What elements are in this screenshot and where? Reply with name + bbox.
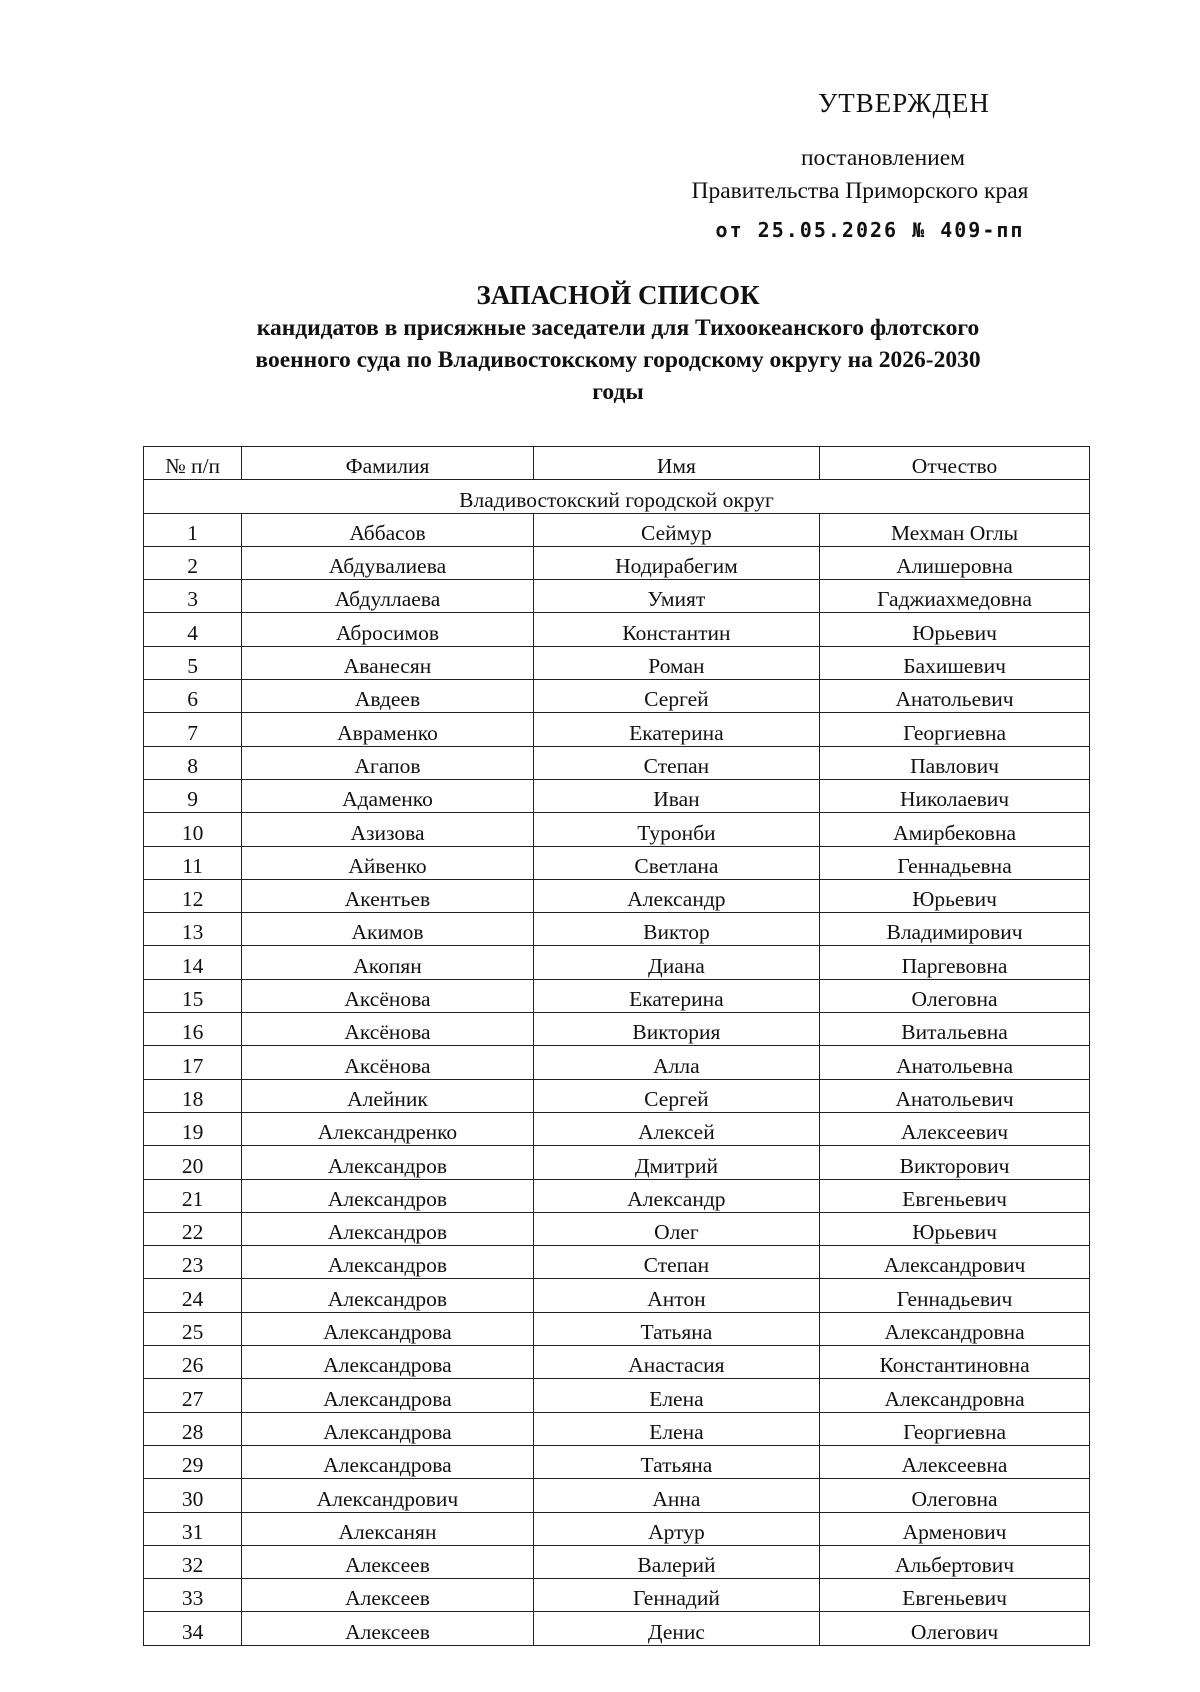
- patronymic-cell: Юрьевич: [820, 879, 1090, 912]
- name-cell: Виктор: [533, 913, 819, 946]
- name-cell: Олег: [533, 1212, 819, 1245]
- surname-cell: Аксёнова: [242, 1013, 534, 1046]
- name-cell: Артур: [533, 1512, 819, 1545]
- table-row: [144, 846, 1090, 879]
- row-number: 28: [144, 1412, 242, 1445]
- row-number: 26: [144, 1346, 242, 1379]
- row-number: 13: [144, 913, 242, 946]
- section-label: Владивостокский городской округ: [144, 480, 1090, 513]
- patronymic-cell: Евгеньевич: [820, 1179, 1090, 1212]
- surname-cell: Абросимов: [242, 613, 534, 646]
- row-number: 12: [144, 879, 242, 912]
- name-cell: Валерий: [533, 1545, 819, 1578]
- surname-cell: Айвенко: [242, 846, 534, 879]
- patronymic-cell: Геннадьевич: [820, 1279, 1090, 1312]
- patronymic-cell: Алексеевич: [820, 1112, 1090, 1145]
- surname-cell: Абдуллаева: [242, 580, 534, 613]
- candidates-table: [143, 446, 1090, 1646]
- row-number: 6: [144, 680, 242, 713]
- table-row: [144, 1112, 1090, 1145]
- row-number: 3: [144, 580, 242, 613]
- row-number: 20: [144, 1146, 242, 1179]
- row-number: 9: [144, 779, 242, 812]
- name-cell: Туронби: [533, 813, 819, 846]
- name-cell: Степан: [533, 746, 819, 779]
- patronymic-cell: Евгеньевич: [820, 1579, 1090, 1612]
- name-cell: Алексей: [533, 1112, 819, 1145]
- name-cell: Александр: [533, 1179, 819, 1212]
- table-row: [144, 1346, 1090, 1379]
- surname-cell: Авраменко: [242, 713, 534, 746]
- row-number: 8: [144, 746, 242, 779]
- name-cell: Анастасия: [533, 1346, 819, 1379]
- surname-cell: Акопян: [242, 946, 534, 979]
- patronymic-cell: Викторович: [820, 1146, 1090, 1179]
- table-row: [144, 613, 1090, 646]
- name-cell: Роман: [533, 646, 819, 679]
- surname-cell: Аксёнова: [242, 1046, 534, 1079]
- table-row: [144, 646, 1090, 679]
- surname-cell: Александрова: [242, 1346, 534, 1379]
- name-cell: Елена: [533, 1379, 819, 1412]
- name-cell: Алла: [533, 1046, 819, 1079]
- document-title-block: [0, 278, 1200, 408]
- surname-cell: Авдеев: [242, 680, 534, 713]
- table-row: [144, 680, 1090, 713]
- name-cell: Нодирабегим: [533, 546, 819, 579]
- patronymic-cell: Мехман Оглы: [820, 513, 1090, 546]
- table-row: [144, 1246, 1090, 1279]
- table-row: [144, 779, 1090, 812]
- surname-cell: Александров: [242, 1146, 534, 1179]
- name-cell: Дмитрий: [533, 1146, 819, 1179]
- row-number: 19: [144, 1112, 242, 1145]
- table-row: [144, 1412, 1090, 1445]
- table-row: [144, 1379, 1090, 1412]
- row-number: 17: [144, 1046, 242, 1079]
- patronymic-cell: Олегович: [820, 1612, 1090, 1645]
- surname-cell: Адаменко: [242, 779, 534, 812]
- patronymic-cell: Владимирович: [820, 913, 1090, 946]
- surname-cell: Александров: [242, 1246, 534, 1279]
- row-number: 7: [144, 713, 242, 746]
- name-cell: Иван: [533, 779, 819, 812]
- row-number: 22: [144, 1212, 242, 1245]
- surname-cell: Александрова: [242, 1312, 534, 1345]
- table-row: [144, 513, 1090, 546]
- name-cell: Татьяна: [533, 1445, 819, 1478]
- row-number: 24: [144, 1279, 242, 1312]
- table-row: [144, 713, 1090, 746]
- table-row: [144, 1445, 1090, 1478]
- row-number: 33: [144, 1579, 242, 1612]
- table-row: [144, 879, 1090, 912]
- name-cell: Светлана: [533, 846, 819, 879]
- patronymic-cell: Бахишевич: [820, 646, 1090, 679]
- table-row: [144, 1212, 1090, 1245]
- name-cell: Сергей: [533, 1079, 819, 1112]
- approval-line-date-number: от 25.05.2026 № 409-пп: [715, 218, 1025, 242]
- row-number: 23: [144, 1246, 242, 1279]
- row-number: 18: [144, 1079, 242, 1112]
- approval-line-resolution: постановлением: [800, 145, 966, 171]
- patronymic-cell: Константиновна: [820, 1346, 1090, 1379]
- approved-heading: УТВЕРЖДЕН: [818, 88, 990, 118]
- row-number: 1: [144, 513, 242, 546]
- name-cell: Диана: [533, 946, 819, 979]
- name-cell: Анна: [533, 1479, 819, 1512]
- table-section-row: [144, 480, 1090, 513]
- name-cell: Денис: [533, 1612, 819, 1645]
- patronymic-cell: Витальевна: [820, 1013, 1090, 1046]
- table-row: [144, 1179, 1090, 1212]
- row-number: 21: [144, 1179, 242, 1212]
- patronymic-cell: Паргевовна: [820, 946, 1090, 979]
- patronymic-cell: Алексеевна: [820, 1445, 1090, 1478]
- table-body: [144, 513, 1090, 1645]
- patronymic-cell: Анатольевич: [820, 1079, 1090, 1112]
- table-row: [144, 1579, 1090, 1612]
- patronymic-cell: Арменович: [820, 1512, 1090, 1545]
- surname-cell: Абдувалиева: [242, 546, 534, 579]
- table-row: [144, 1512, 1090, 1545]
- name-cell: Геннадий: [533, 1579, 819, 1612]
- name-cell: Виктория: [533, 1013, 819, 1046]
- patronymic-cell: Геннадьевна: [820, 846, 1090, 879]
- table-row: [144, 1013, 1090, 1046]
- patronymic-cell: Павлович: [820, 746, 1090, 779]
- surname-cell: Алексеев: [242, 1579, 534, 1612]
- patronymic-cell: Анатольевич: [820, 680, 1090, 713]
- name-cell: Антон: [533, 1279, 819, 1312]
- patronymic-cell: Алишеровна: [820, 546, 1090, 579]
- patronymic-cell: Олеговна: [820, 979, 1090, 1012]
- name-cell: Сергей: [533, 680, 819, 713]
- surname-cell: Аббасов: [242, 513, 534, 546]
- name-cell: Умият: [533, 580, 819, 613]
- approval-line-government: Правительства Приморского края: [691, 178, 1029, 204]
- document-title: ЗАПАСНОЙ СПИСОК: [476, 280, 760, 310]
- row-number: 31: [144, 1512, 242, 1545]
- row-number: 4: [144, 613, 242, 646]
- table-row: [144, 1079, 1090, 1112]
- patronymic-cell: Юрьевич: [820, 1212, 1090, 1245]
- name-cell: Екатерина: [533, 713, 819, 746]
- table-row: [144, 580, 1090, 613]
- row-number: 34: [144, 1612, 242, 1645]
- patronymic-cell: Анатольевна: [820, 1046, 1090, 1079]
- row-number: 2: [144, 546, 242, 579]
- name-cell: Елена: [533, 1412, 819, 1445]
- patronymic-cell: Георгиевна: [820, 1412, 1090, 1445]
- patronymic-cell: Николаевич: [820, 779, 1090, 812]
- surname-cell: Александров: [242, 1279, 534, 1312]
- patronymic-cell: Юрьевич: [820, 613, 1090, 646]
- header-surname: Фамилия: [242, 447, 534, 480]
- table-row: [144, 813, 1090, 846]
- surname-cell: Алексанян: [242, 1512, 534, 1545]
- table-header-row: [144, 447, 1090, 480]
- document-subtitle: кандидатов в присяжные заседатели для Тихоокеанского флотского военного суда по Владивостокскому городскому округу на 2026-2030 годы: [255, 315, 981, 405]
- name-cell: Александр: [533, 879, 819, 912]
- name-cell: Сеймур: [533, 513, 819, 546]
- table-row: [144, 746, 1090, 779]
- surname-cell: Александров: [242, 1212, 534, 1245]
- surname-cell: Александренко: [242, 1112, 534, 1145]
- patronymic-cell: Амирбековна: [820, 813, 1090, 846]
- table-row: [144, 1146, 1090, 1179]
- table-row: [144, 1479, 1090, 1512]
- row-number: 5: [144, 646, 242, 679]
- surname-cell: Акентьев: [242, 879, 534, 912]
- surname-cell: Александрович: [242, 1479, 534, 1512]
- row-number: 16: [144, 1013, 242, 1046]
- approval-stamp: [690, 86, 1110, 247]
- patronymic-cell: Гаджиахмедовна: [820, 580, 1090, 613]
- surname-cell: Александрова: [242, 1412, 534, 1445]
- row-number: 30: [144, 1479, 242, 1512]
- name-cell: Степан: [533, 1246, 819, 1279]
- patronymic-cell: Александровна: [820, 1379, 1090, 1412]
- table-row: [144, 1046, 1090, 1079]
- table-row: [144, 913, 1090, 946]
- surname-cell: Алейник: [242, 1079, 534, 1112]
- patronymic-cell: Александровна: [820, 1312, 1090, 1345]
- table-row: [144, 946, 1090, 979]
- row-number: 14: [144, 946, 242, 979]
- row-number: 32: [144, 1545, 242, 1578]
- patronymic-cell: Александрович: [820, 1246, 1090, 1279]
- table-row: [144, 1279, 1090, 1312]
- patronymic-cell: Альбертович: [820, 1545, 1090, 1578]
- surname-cell: Акимов: [242, 913, 534, 946]
- surname-cell: Алексеев: [242, 1612, 534, 1645]
- surname-cell: Александрова: [242, 1379, 534, 1412]
- table-row: [144, 546, 1090, 579]
- patronymic-cell: Георгиевна: [820, 713, 1090, 746]
- table-row: [144, 1545, 1090, 1578]
- surname-cell: Александров: [242, 1179, 534, 1212]
- header-patronymic: Отчество: [820, 447, 1090, 480]
- row-number: 11: [144, 846, 242, 879]
- row-number: 10: [144, 813, 242, 846]
- surname-cell: Аксёнова: [242, 979, 534, 1012]
- surname-cell: Александрова: [242, 1445, 534, 1478]
- header-number: № п/п: [144, 447, 242, 480]
- name-cell: Татьяна: [533, 1312, 819, 1345]
- surname-cell: Агапов: [242, 746, 534, 779]
- patronymic-cell: Олеговна: [820, 1479, 1090, 1512]
- table-row: [144, 979, 1090, 1012]
- surname-cell: Алексеев: [242, 1545, 534, 1578]
- row-number: 15: [144, 979, 242, 1012]
- name-cell: Константин: [533, 613, 819, 646]
- table-row: [144, 1612, 1090, 1645]
- table-row: [144, 1312, 1090, 1345]
- surname-cell: Азизова: [242, 813, 534, 846]
- header-name: Имя: [533, 447, 819, 480]
- row-number: 25: [144, 1312, 242, 1345]
- name-cell: Екатерина: [533, 979, 819, 1012]
- row-number: 29: [144, 1445, 242, 1478]
- row-number: 27: [144, 1379, 242, 1412]
- surname-cell: Аванесян: [242, 646, 534, 679]
